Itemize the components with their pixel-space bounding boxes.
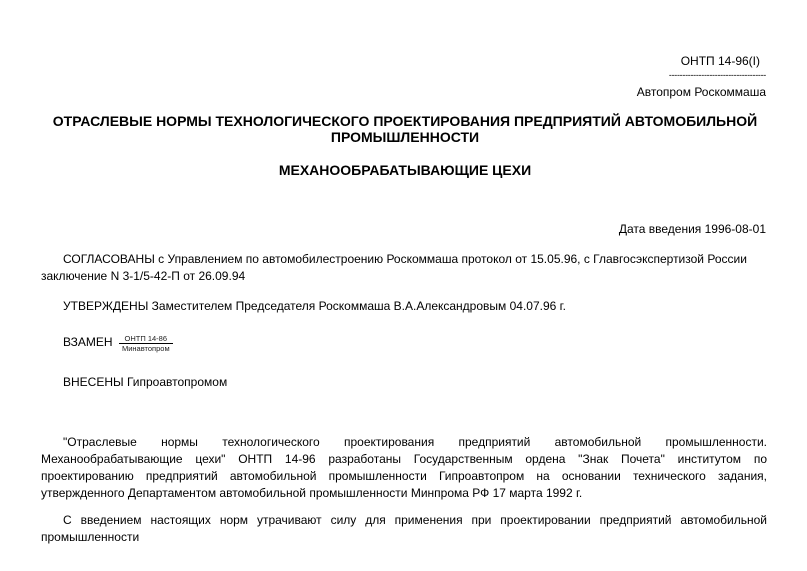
introduced-label: ВНЕСЕНЫ <box>63 375 124 389</box>
replace-paragraph <box>63 332 173 351</box>
document-code: ОНТП 14-96(I) <box>680 54 760 68</box>
last-paragraph: С введением настоящих норм утрачивают силу для применения при проектировании предприятий автомобильной промышленности <box>41 513 767 544</box>
approved-text: Заместителем Председателя Роскоммаша В.А.Александровым 04.07.96 г. <box>148 299 566 313</box>
agreed-text: с Управлением по автомобилестроению Роскоммаша протокол от 15.05.96, с Главгосэкспертизой России заключение N 3-1/5-42-П от 26.09.94 <box>41 252 747 283</box>
document-subtitle: МЕХАНООБРАБАТЫВАЮЩИЕ ЦЕХИ <box>278 162 532 178</box>
introduced-paragraph <box>41 374 767 391</box>
replaced-document-fraction <box>119 334 174 353</box>
introduction-date: Дата введения 1996-08-01 <box>618 222 766 236</box>
approved-paragraph <box>41 298 767 315</box>
replaced-document-code: ОНТП 14-86 <box>119 334 174 344</box>
header-separator: ------------------------------------ <box>668 70 766 80</box>
introduced-text: Гипроавтопромом <box>123 375 228 389</box>
replace-label: ВЗАМЕН <box>63 334 113 349</box>
description-paragraph: "Отраслевые нормы технологического проектирования предприятий автомобильной промышленности. Механообрабатывающие цехи" ОНТП 14-96 разработаны Государственным ордена "Знак Почета" институтом по проектированию предприятий автомобильной промышленности Гипроавтопром на основании технического задания, утвержденного Департаментом автомобильной промышленности Минпрома РФ 17 марта 1992 г. <box>41 435 767 500</box>
agreed-paragraph <box>41 251 767 285</box>
agreed-label: СОГЛАСОВАНЫ <box>63 252 155 266</box>
approved-label: УТВЕРЖДЕНЫ <box>63 299 149 313</box>
organization: Автопром Роскоммаша <box>636 85 766 99</box>
document-title: ОТРАСЛЕВЫЕ НОРМЫ ТЕХНОЛОГИЧЕСКОГО ПРОЕКТИРОВАНИЯ ПРЕДПРИЯТИЙ АВТОМОБИЛЬНОЙ ПРОМЫШЛЕННОСТИ <box>52 113 758 145</box>
replaced-document-ministry: Минавтопром <box>121 344 170 353</box>
